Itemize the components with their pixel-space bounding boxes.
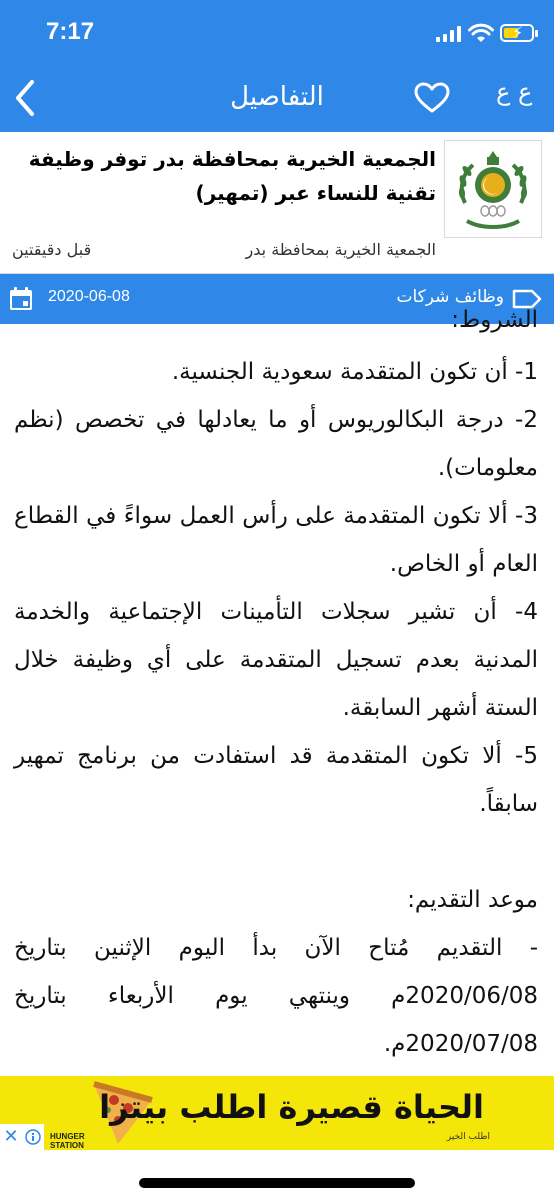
ad-banner[interactable] <box>0 1076 554 1150</box>
article-source: الجمعية الخيرية بمحافظة بدر <box>245 240 436 259</box>
paragraph: 3- ألا تكون المتقدمة على رأس العمل سواءً في القطاع العام أو الخاص. <box>14 503 538 577</box>
cellular-signal-icon <box>436 26 461 42</box>
ad-brand-logo: HUNGER STATION <box>50 1132 85 1150</box>
article-title: الجمعية الخيرية بمحافظة بدر توفر وظيفة تقنية للنساء عبر (تمهير) <box>28 147 436 205</box>
paragraph-spacer <box>14 828 538 876</box>
ad-headline: الحياة قصيرة اطلب بيتزا <box>99 1088 484 1126</box>
favorite-heart-icon[interactable] <box>414 82 450 114</box>
wifi-icon <box>468 22 494 44</box>
tag-icon <box>512 289 542 309</box>
ad-tagline: اطلب الخير <box>446 1132 490 1142</box>
calendar-icon <box>8 286 34 312</box>
article-date: 2020-06-08 <box>48 288 130 305</box>
paragraph: 2- درجة البكالوريوس أو ما يعادلها في تخصص (نظم معلومات). <box>14 407 538 481</box>
battery-icon: ⚡ <box>500 24 534 42</box>
status-bar <box>0 0 554 68</box>
article-text <box>14 307 538 1068</box>
organization-logo <box>444 140 542 238</box>
font-size-icon[interactable]: ع ع <box>496 78 533 106</box>
home-indicator[interactable] <box>139 1178 415 1188</box>
charity-emblem-icon <box>445 141 541 237</box>
bottom-safe-area <box>0 1150 554 1200</box>
paragraph: 5- ألا تكون المتقدمة قد استفادت من برنامج تمهير سابقاً. <box>14 743 538 817</box>
paragraph: - التقديم مُتاح الآن بدأ اليوم الإثنين بتاريخ 2020/06/08م وينتهي يوم الأربعاء بتاريخ 2020/07/08م. <box>14 935 538 1057</box>
app-header <box>0 0 554 132</box>
status-time: 7:17 <box>46 18 95 45</box>
article-body <box>0 307 554 1076</box>
article-header-card <box>0 132 554 274</box>
paragraph: 1- أن تكون المتقدمة سعودية الجنسية. <box>171 359 538 385</box>
article-category[interactable]: وظائف شركات <box>396 287 504 307</box>
article-time: قبل دقيقتين <box>12 240 92 259</box>
partial-heading: الشروط: <box>451 307 538 333</box>
section-heading: موعد التقديم: <box>407 887 538 913</box>
ad-info-icon[interactable] <box>22 1124 44 1150</box>
paragraph: 4- أن تشير سجلات التأمينات الإجتماعية والخدمة المدنية بعدم تسجيل المتقدمة على أي وظيفة خلال الستة أشهر السابقة. <box>14 599 538 721</box>
ad-close-icon[interactable]: ✕ <box>0 1124 22 1150</box>
page-title: التفاصيل <box>230 82 324 112</box>
navigation-bar <box>0 68 554 132</box>
